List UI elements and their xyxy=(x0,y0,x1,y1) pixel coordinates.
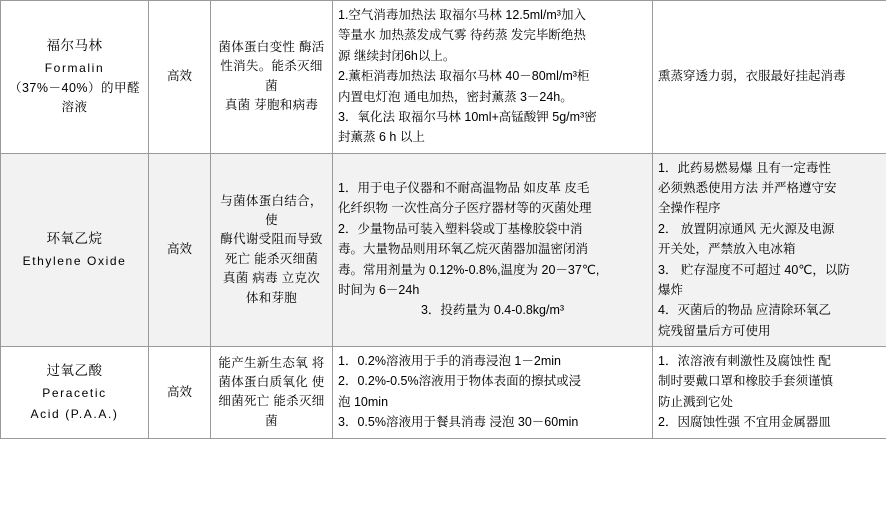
method-line: 2．少量物品可装入塑料袋或丁基橡胶袋中消 xyxy=(338,221,583,236)
disinfectant-name-cn: 环氧乙烷 xyxy=(46,231,103,247)
note-line: 1．浓溶液有刺激性及腐蚀性 配 xyxy=(658,354,831,368)
note-line: 1．此药易燃易爆 且有一定毒性 xyxy=(658,160,831,175)
method-line: 等量水 加热蒸发成气雾 待药蒸 发完毕断绝热 xyxy=(338,28,586,43)
note-line: 烷残留量后方可使用 xyxy=(658,323,771,338)
disinfectant-name-en: Peracetic xyxy=(42,386,107,401)
mechanism-line: 性消失。能杀灭细菌 xyxy=(220,59,323,93)
table-row xyxy=(1,347,886,439)
note-line: 2．因腐蚀性强 不宜用金属器皿 xyxy=(658,415,831,430)
method-line: 时间为 6－24h xyxy=(338,282,420,297)
mechanism-line: 真菌 病毒 立克次 xyxy=(222,271,321,286)
cell-method xyxy=(333,1,653,154)
cell-mechanism xyxy=(211,1,333,154)
disinfectant-name-en: Formalin xyxy=(44,61,105,76)
mechanism-line: 体和芽胞 xyxy=(245,290,298,305)
method-line: 内置电灯泡 通电加热，密封薰蒸 3－24h。 xyxy=(338,89,573,104)
mechanism-line: 与菌体蛋白结合，使 xyxy=(220,193,323,228)
disinfectant-name-en: Ethylene Oxide xyxy=(22,253,127,268)
mechanism-line: 菌体蛋白变性 酶活 xyxy=(218,40,325,55)
disinfectant-name-cn: 福尔马林 xyxy=(46,38,103,54)
method-line: 2.薰柜消毒加热法 取福尔马林 40－80ml/m³柜 xyxy=(338,69,590,84)
cell-mechanism xyxy=(211,347,333,439)
method-line: 泡 10min xyxy=(338,394,389,409)
cell-disinfectant-name xyxy=(1,347,149,439)
method-line: 毒。常用剂量为 0.12%-0.8%,温度为 20－37℃, xyxy=(338,262,600,277)
table-body xyxy=(1,1,886,439)
cell-disinfectant-name xyxy=(1,1,149,154)
method-line: 毒。大量物品则用环氧乙烷灭菌器加温密闭消 xyxy=(338,242,589,257)
method-line: 3．投药量为 0.4-0.8kg/m³ xyxy=(420,303,565,318)
cell-disinfectant-name xyxy=(1,153,149,346)
table-row xyxy=(1,1,886,154)
cell-notes xyxy=(653,153,886,346)
mechanism-line: 能产生新生态氧 将 xyxy=(218,355,325,370)
mechanism-line: 菌体蛋白质氧化 使 xyxy=(218,374,325,389)
method-line: 2．0.2%-0.5%溶液用于物体表面的擦拭或浸 xyxy=(338,374,582,389)
note-line: 爆炸 xyxy=(658,282,684,297)
method-line: 1．0.2%溶液用于手的消毒浸泡 1－2min xyxy=(338,354,561,368)
note-line: 3． 贮存湿度不可超过 40℃，以防 xyxy=(658,262,850,277)
method-line: 化纤织物 一次性高分子医疗器材等的灭菌处理 xyxy=(338,201,592,216)
mechanism-line: 细菌死亡 能杀灭细 xyxy=(218,394,325,409)
note-line: 必须熟悉使用方法 并严格遵守安 xyxy=(658,181,837,195)
cell-method xyxy=(333,347,653,439)
note-line: 熏蒸穿透力弱，衣服最好挂起消毒 xyxy=(658,69,846,84)
cell-method xyxy=(333,153,653,346)
mechanism-line: 菌 xyxy=(265,413,278,428)
note-line: 制时要戴口罩和橡胶手套须谨慎 xyxy=(658,374,834,389)
note-line: 4．灭菌后的物品 应清除环氧乙 xyxy=(658,303,831,318)
note-line: 全操作程序 xyxy=(658,201,721,216)
method-line: 源 继续封闭6h以上。 xyxy=(338,48,456,63)
cell-notes xyxy=(653,347,886,439)
cell-notes xyxy=(653,1,886,154)
method-line: 3．0.5%溶液用于餐具消毒 浸泡 30－60min xyxy=(338,415,579,430)
mechanism-line: 酶代谢受阻而导致 xyxy=(220,232,323,247)
method-line: 封薰蒸 6 h 以上 xyxy=(338,130,425,145)
cell-level: 高效 xyxy=(149,1,211,154)
method-line: 1．用于电子仪器和不耐高温物品 如皮革 皮毛 xyxy=(338,181,590,195)
mechanism-line: 真菌 芽胞和病毒 xyxy=(224,98,319,113)
mechanism-line: 死亡 能杀灭细菌 xyxy=(224,251,319,266)
cell-level: 高效 xyxy=(149,347,211,439)
disinfectant-name-cn: 过氧乙酸 xyxy=(46,363,103,379)
cell-mechanism xyxy=(211,153,333,346)
disinfectant-name-extra: Acid (P.A.A.) xyxy=(30,406,119,421)
cell-level: 高效 xyxy=(149,153,211,346)
table-row xyxy=(1,153,886,346)
method-line: 1.空气消毒加热法 取福尔马林 12.5ml/m³加入 xyxy=(338,8,586,22)
note-line: 2． 放置阴凉通风 无火源及电源 xyxy=(658,221,835,236)
disinfectant-name-extra: （37%－40%）的甲醛溶液 xyxy=(8,80,141,115)
note-line: 防止溅到它处 xyxy=(658,394,734,409)
note-line: 开关处，严禁放入电冰箱 xyxy=(658,242,796,257)
method-line: 3．氧化法 取福尔马林 10ml+高锰酸钾 5g/m³密 xyxy=(338,109,597,124)
